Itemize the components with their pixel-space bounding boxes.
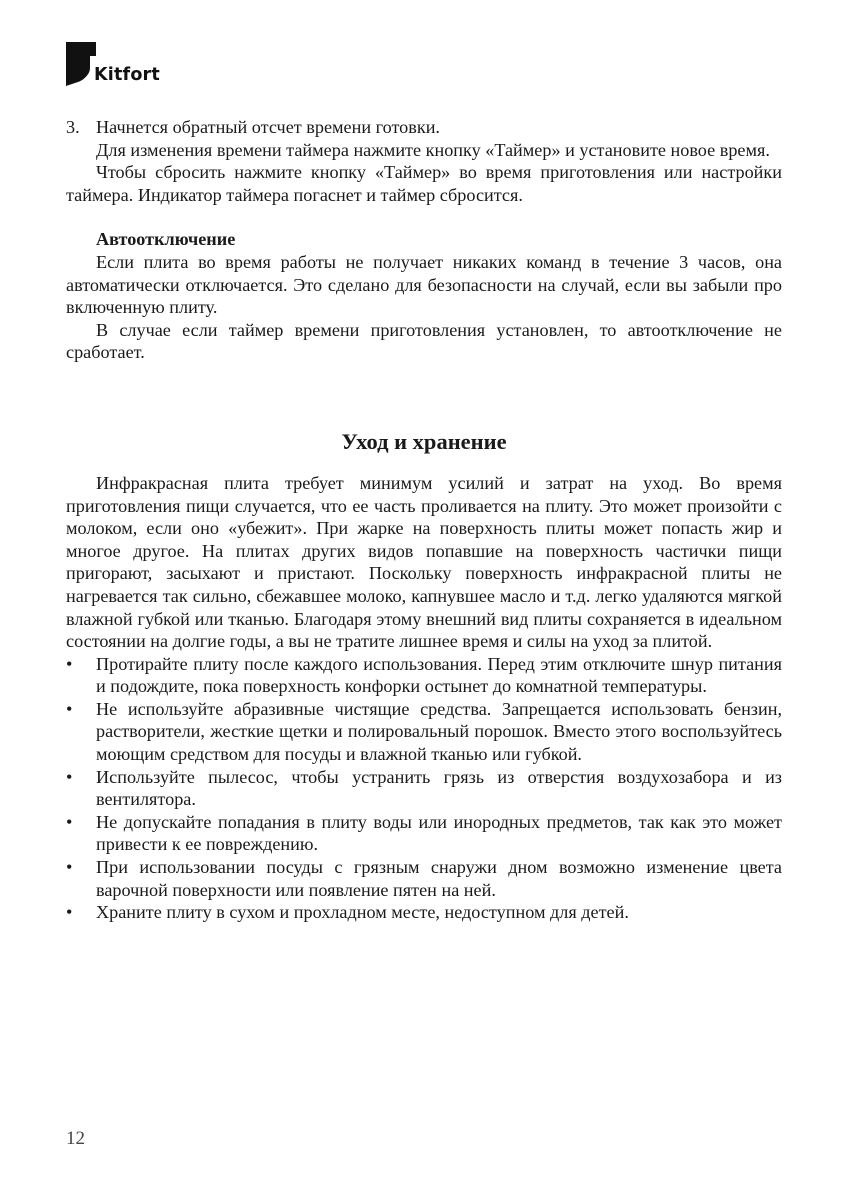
auto-off-heading: Автоотключение — [96, 229, 236, 250]
list-item-text: Используйте пылесос, чтобы устранить грязь из отверстия воздухозабора и из вентилятора. — [96, 766, 782, 810]
step-3 — [66, 116, 782, 161]
bullet-icon: • — [66, 698, 73, 719]
brand-name: Kitfort — [94, 65, 160, 85]
kitfort-logo — [66, 42, 176, 90]
kitfort-logo-icon — [66, 42, 96, 86]
page-content — [66, 116, 782, 924]
auto-off-paragraph-1: Если плита во время работы не получает никаких команд в течение 3 часов, она автоматически отключается. Это сделано для безопасности на случай, если вы забыли про включенную плиту. — [66, 251, 782, 318]
bullet-icon: • — [66, 902, 73, 923]
care-intro: Инфракрасная плита требует минимум усилий и затрат на уход. Во время приготовления пищи случается, что ее часть проливается на плиту. Это может произойти с молоком, если оно «убежит». При жарке на поверхность плиты может попасть жир и многое другое. На плитах других видов попавшие на поверхность частички пищи пригорают, засыхают и пристают. Поскольку поверхность инфракрасной плиты не нагревается так сильно, сбежавшее молоко, капнувшее масло и т.д. легко удаляются мягкой влажной губкой или тканью. Благодаря этому внешний вид плиты сохраняется в идеальном состоянии на долгие годы, а вы не тратите лишнее время и силы на уход за плитой. — [66, 472, 782, 652]
list-item — [66, 766, 782, 811]
list-item-text: Протирайте плиту после каждого использования. Перед этим отключите шнур питания и подождите, пока поверхность конфорки остынет до комнатной температуры. — [96, 653, 782, 697]
list-item-text: Храните плиту в сухом и прохладном месте, недоступном для детей. — [96, 902, 629, 923]
bullet-icon: • — [66, 811, 73, 832]
bullet-icon: • — [66, 653, 73, 674]
list-item — [66, 856, 782, 901]
list-item-text: Не допускайте попадания в плиту воды или инородных предметов, так как это может привести к ее повреждению. — [96, 811, 782, 855]
list-item-text: При использовании посуды с грязным снаружи дном возможно изменение цвета варочной поверхности или появление пятен на ней. — [96, 857, 782, 900]
step-change-text: Для изменения времени таймера нажмите кнопку «Таймер» и установите новое время. — [96, 139, 770, 160]
care-list — [66, 653, 782, 924]
section-title: Уход и хранение — [341, 428, 507, 454]
reset-paragraph: Чтобы сбросить нажмите кнопку «Таймер» во время приготовления или настройки таймера. Индикатор таймера погаснет и таймер сбросится. — [66, 162, 782, 205]
step-number: 3. — [66, 117, 80, 137]
page-number: 12 — [66, 1128, 85, 1149]
list-item — [66, 811, 782, 856]
auto-off-paragraph-2: В случае если таймер времени приготовления установлен, то автоотключение не сработает. — [66, 319, 782, 363]
list-item — [66, 901, 782, 924]
list-item — [66, 653, 782, 698]
list-item-text: Не используйте абразивные чистящие средства. Запрещается использовать бензин, растворители, жесткие щетки и полировальный порошок. Вместо этого воспользуйтесь моющим средством для посуды и влажной тканью или губкой. — [96, 698, 782, 765]
step-text: Начнется обратный отсчет времени готовки. — [96, 117, 440, 137]
list-item — [66, 698, 782, 766]
bullet-icon: • — [66, 766, 73, 787]
bullet-icon: • — [66, 857, 73, 878]
